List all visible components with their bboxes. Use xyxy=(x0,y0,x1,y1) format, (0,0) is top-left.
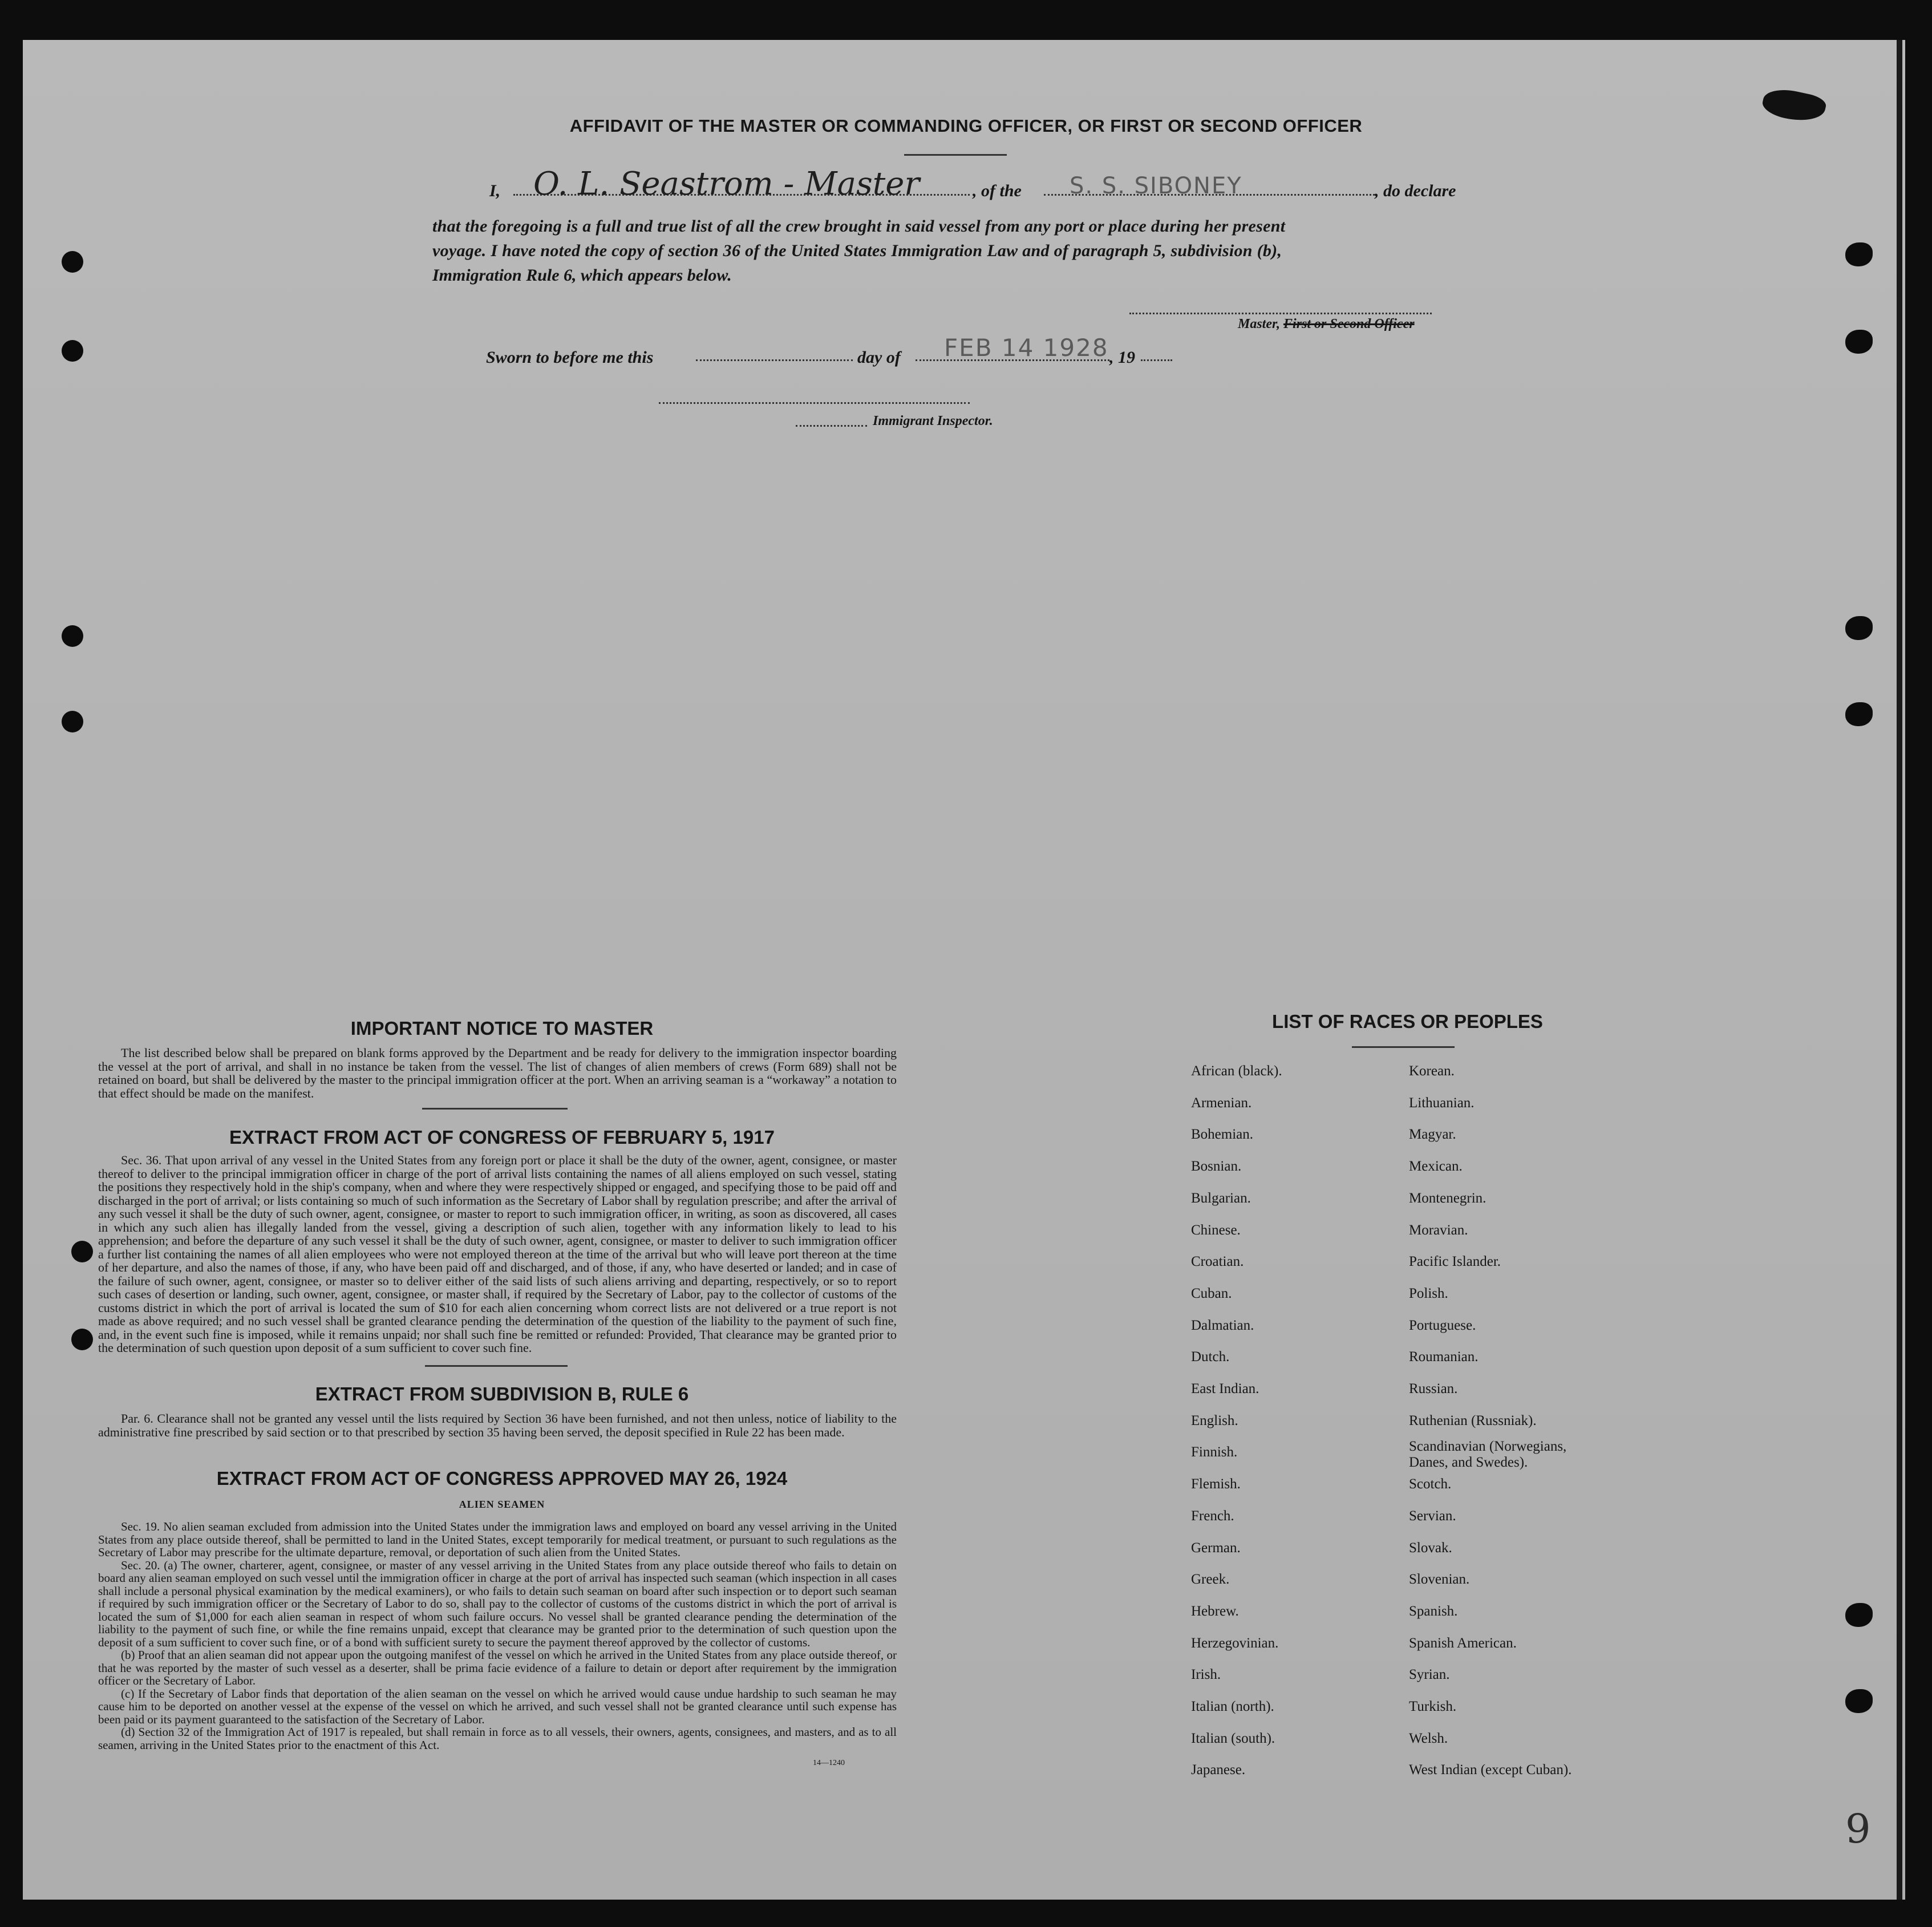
race-item: African (black). xyxy=(1191,1063,1282,1079)
race-item: Turkish. xyxy=(1409,1699,1457,1714)
of-the-label: , of the xyxy=(973,181,1022,200)
race-item: French. xyxy=(1191,1508,1234,1524)
race-item: Flemish. xyxy=(1191,1476,1241,1492)
divider xyxy=(422,1108,568,1110)
race-item: Irish. xyxy=(1191,1667,1221,1683)
extract-1917-title: EXTRACT FROM ACT OF CONGRESS OF FEBRUARY 5, 1917 xyxy=(229,1127,775,1148)
inspector-label: Immigrant Inspector. xyxy=(873,414,993,428)
extract-1924-title: EXTRACT FROM ACT OF CONGRESS APPROVED MAY 26, 1924 xyxy=(216,1468,788,1489)
race-item: Greek. xyxy=(1191,1572,1230,1588)
race-item: Slovak. xyxy=(1409,1540,1452,1556)
extract-1924-text xyxy=(98,1520,897,1751)
race-item: Roumanian. xyxy=(1409,1349,1479,1365)
race-item: Magyar. xyxy=(1409,1127,1456,1143)
page-edge xyxy=(1897,40,1902,1900)
race-item: Servian. xyxy=(1409,1508,1456,1524)
race-item: Hebrew. xyxy=(1191,1603,1239,1619)
i-label: I, xyxy=(489,181,501,200)
punch-hole xyxy=(1845,330,1873,354)
affidavit-line-3: voyage. I have noted the copy of section 36 of the United States Immigration Law and of paragraph 5, subdivision (b), xyxy=(432,241,1282,260)
race-item: Spanish. xyxy=(1409,1603,1458,1619)
race-item: Finnish. xyxy=(1191,1444,1238,1460)
race-item: Scandinavian (Norwegians, xyxy=(1409,1439,1567,1455)
rule6-title: EXTRACT FROM SUBDIVISION B, RULE 6 xyxy=(315,1383,689,1404)
race-item: Mexican. xyxy=(1409,1159,1463,1175)
sec-20b-paragraph: (b) Proof that an alien seaman did not appear upon the outgoing manifest of the vessel on which he arrived in the United States from any place outside thereof, or that he was reported by the master of such vessel as a deserter, shall be prima facie evidence of a failure to detain or deport after requirement by the immigration officer or the Secretary of Labor. xyxy=(98,1648,897,1687)
master-name-handwritten: O. L. Seastrom - Master xyxy=(533,165,920,203)
notice-title: IMPORTANT NOTICE TO MASTER xyxy=(350,1018,654,1039)
punch-hole xyxy=(62,711,83,732)
race-item: Ruthenian (Russniak). xyxy=(1409,1412,1537,1428)
signature-line xyxy=(1129,313,1432,314)
race-item: Moravian. xyxy=(1409,1222,1468,1238)
race-item: Lithuanian. xyxy=(1409,1095,1475,1111)
race-item: Russian. xyxy=(1409,1381,1458,1396)
notice-text xyxy=(98,1046,897,1100)
divider xyxy=(425,1365,568,1367)
punch-hole xyxy=(62,625,83,647)
inspector-line-short xyxy=(796,425,867,427)
sec-36-paragraph: Sec. 36. That upon arrival of any vessel in the United States from any foreign port or place it shall be the duty of the owner, agent, consignee, or master thereof to deliver to the principal immigration officer in charge of the port of arrival lists containing the names of all aliens employed on such vessel, stating the positions they respectively hold in the ship's company, when and where they were respectively shipped or engaged, and specifying those to be paid off and discharged in the port of arrival; or lists containing so much of such information as the Secretary of Labor shall by regulation prescribe; and after the arrival of any such vessel it shall be the duty of such owner, agent, consignee, or master to report to such immigration officer, in writing, as soon as discovered, all cases in which any such alien has illegally landed from the vessel, giving a description of such alien, together with any information likely to lead to his apprehension; and before the departure of any such vessel it shall be the duty of such owner, agent, consignee, or master to deliver to such immigration officer a further list containing the names of all alien employees who were not employed thereon at the time of the arrival but who will leave port thereon at the time of her departure, and also the names of those, if any, who have been paid off and discharged, and of those, if any, who have deserted or landed; and in case of the failure of such owner, agent, consignee, or master so to deliver either of the said lists of such aliens arriving and departing, respectively, or so to report such cases of desertion or landing, such owner, agent, consignee, or master shall, if required by the Secretary of Labor, pay to the collector of customs of the customs district in which the port of arrival is located the sum of $10 for each alien concerning whom correct lists are not delivered or a true report is not made as above required; and no such vessel shall be granted clearance pending the determination of the question of the liability to the payment of such fine, and, in the event such fine is imposed, while it remains unpaid; nor shall such fine be remitted or refunded: Provided, That clearance may be granted prior to the determination of such question upon deposit of a sum sufficient to cover such fine. xyxy=(98,1153,897,1355)
punch-hole xyxy=(1845,1689,1873,1713)
form-number: 14—1240 xyxy=(813,1759,845,1767)
race-item: Bosnian. xyxy=(1191,1159,1242,1175)
race-item: English. xyxy=(1191,1412,1238,1428)
date-stamp: FEB 14 1928 xyxy=(944,334,1109,362)
race-item: Italian (north). xyxy=(1191,1699,1274,1714)
punch-hole xyxy=(1845,1603,1873,1627)
race-item: West Indian (except Cuban). xyxy=(1409,1762,1572,1778)
race-item: Italian (south). xyxy=(1191,1730,1275,1746)
races-title: LIST OF RACES OR PEOPLES xyxy=(1272,1011,1543,1032)
vessel-stamp: S. S. SIBONEY xyxy=(1070,173,1242,199)
race-item: Korean. xyxy=(1409,1063,1455,1079)
par-6-paragraph: Par. 6. Clearance shall not be granted any vessel until the lists required by Section 36 have been furnished, and not then unless, notice of liability to the administrative fine prescribed by said section or to that prescribed by section 35 having been served, the deposit specified in Rule 22 has been made. xyxy=(98,1411,897,1439)
race-item: Croatian. xyxy=(1191,1254,1244,1270)
sec-20d-paragraph: (d) Section 32 of the Immigration Act of 1917 is repealed, but shall remain in force as to all vessels, their owners, agents, consignees, and masters, and as to all seamen, arriving in the United States prior to the enactment of this Act. xyxy=(98,1725,897,1752)
race-item: Japanese. xyxy=(1191,1762,1246,1778)
year-line xyxy=(1141,359,1172,361)
sec-20c-paragraph: (c) If the Secretary of Labor finds that deportation of the alien seaman on the vessel on which he arrived would cause undue hardship to such seaman he may cause him to be deported on another vessel at the expense of the vessel on which he arrived, and such vessel shall not be granted clearance until such expense has been paid or its payment guaranteed to the satisfaction of the Secretary of Labor. xyxy=(98,1686,897,1726)
inspector-line-top xyxy=(659,402,970,404)
divider xyxy=(904,154,1007,156)
alien-seamen-subtitle: ALIEN SEAMEN xyxy=(459,1499,545,1510)
race-item: Welsh. xyxy=(1409,1730,1448,1746)
sworn-label: Sworn to before me this xyxy=(486,348,654,367)
extract-1917-text xyxy=(98,1153,897,1355)
punch-hole xyxy=(71,1241,93,1262)
race-item: Bohemian. xyxy=(1191,1127,1254,1143)
race-item-continuation: Danes, and Swedes). xyxy=(1409,1455,1528,1470)
struck-officer-label: First or Second Officer xyxy=(1283,317,1415,331)
day-of-label: day of xyxy=(857,348,901,367)
race-item: Slovenian. xyxy=(1409,1572,1470,1588)
race-item: Chinese. xyxy=(1191,1222,1241,1238)
affidavit-title: AFFIDAVIT OF THE MASTER OR COMMANDING OFFICER, OR FIRST OR SECOND OFFICER xyxy=(569,116,1363,136)
day-line xyxy=(696,359,853,361)
race-item: Dalmatian. xyxy=(1191,1317,1254,1333)
race-item: Portuguese. xyxy=(1409,1317,1476,1333)
punch-hole xyxy=(1845,702,1873,726)
rule6-text xyxy=(98,1412,897,1439)
divider xyxy=(1352,1046,1455,1048)
race-item: Cuban. xyxy=(1191,1285,1232,1301)
do-declare-label: , do declare xyxy=(1375,181,1456,200)
race-item: Pacific Islander. xyxy=(1409,1254,1501,1270)
signature-caption xyxy=(1238,317,1415,332)
race-item: East Indian. xyxy=(1191,1381,1259,1396)
race-item: Armenian. xyxy=(1191,1095,1252,1111)
punch-hole xyxy=(71,1329,93,1350)
affidavit-line-2: that the foregoing is a full and true list of all the crew brought in said vessel from any port or place during her present xyxy=(432,217,1286,236)
punch-hole xyxy=(62,340,83,362)
affidavit-line-4: Immigration Rule 6, which appears below. xyxy=(432,266,732,285)
race-item: German. xyxy=(1191,1540,1241,1556)
punch-hole xyxy=(1845,616,1873,640)
sec-20a-paragraph: Sec. 20. (a) The owner, charterer, agent, consignee, or master of any vessel arriving in the United States from any place outside thereof who fails to detain on board any alien seaman employed on such vessel until the immigration officer in charge at the port of arrival has inspected such seaman (which inspection in all cases shall include a personal physical examination by the medical examiners), or who fails to detain such seaman on board after such inspection or to deport such seaman if required by such immigration officer or the Secretary of Labor to do so, shall pay to the collector of customs of the customs district in which the port of arrival is located the sum of $1,000 for each alien seaman in respect of whom such failure occurs. No vessel shall be granted clearance pending the determination of the liability to the payment of such fine, or while the fine remains unpaid, except that clearance may be granted prior to the determination of such question upon the deposit of a sum sufficient to cover such fine, or of a bond with sufficient surety to secure the payment thereof approved by the collector of customs. xyxy=(98,1558,897,1649)
race-item: Scotch. xyxy=(1409,1476,1452,1492)
year-label: , 19 xyxy=(1109,348,1135,367)
corner-page-mark: 9 xyxy=(1845,1805,1871,1852)
race-item: Bulgarian. xyxy=(1191,1190,1251,1206)
notice-paragraph: The list described below shall be prepared on blank forms approved by the Department and be ready for delivery to the immigration inspector boarding the vessel at the port of arrival, and shall in no instance be taken from the vessel. The list of changes of alien members of crews (Form 689) shall not be retained on board, but shall be delivered by the master to the principal immigration officer at the port. When an arriving seaman is a “workaway” a notation to that effect should be made on the manifest. xyxy=(98,1046,897,1100)
master-label: Master, xyxy=(1238,317,1281,331)
race-item: Dutch. xyxy=(1191,1349,1230,1365)
race-item: Syrian. xyxy=(1409,1667,1450,1683)
punch-hole xyxy=(1845,242,1873,266)
sec-19-paragraph: Sec. 19. No alien seaman excluded from admission into the United States under the immigration laws and employed on board any vessel arriving in the United States from any place outside thereof, shall be permitted to land in the United States, except temporarily for medical treatment, or pursuant to such regulations as the Secretary of Labor may prescribe for the ultimate departure, removal, or deportation of such alien from the United States. xyxy=(98,1520,897,1559)
race-item: Herzegovinian. xyxy=(1191,1635,1279,1651)
punch-hole xyxy=(62,251,83,273)
race-item: Spanish American. xyxy=(1409,1635,1517,1651)
race-item: Montenegrin. xyxy=(1409,1190,1487,1206)
race-item: Polish. xyxy=(1409,1285,1448,1301)
